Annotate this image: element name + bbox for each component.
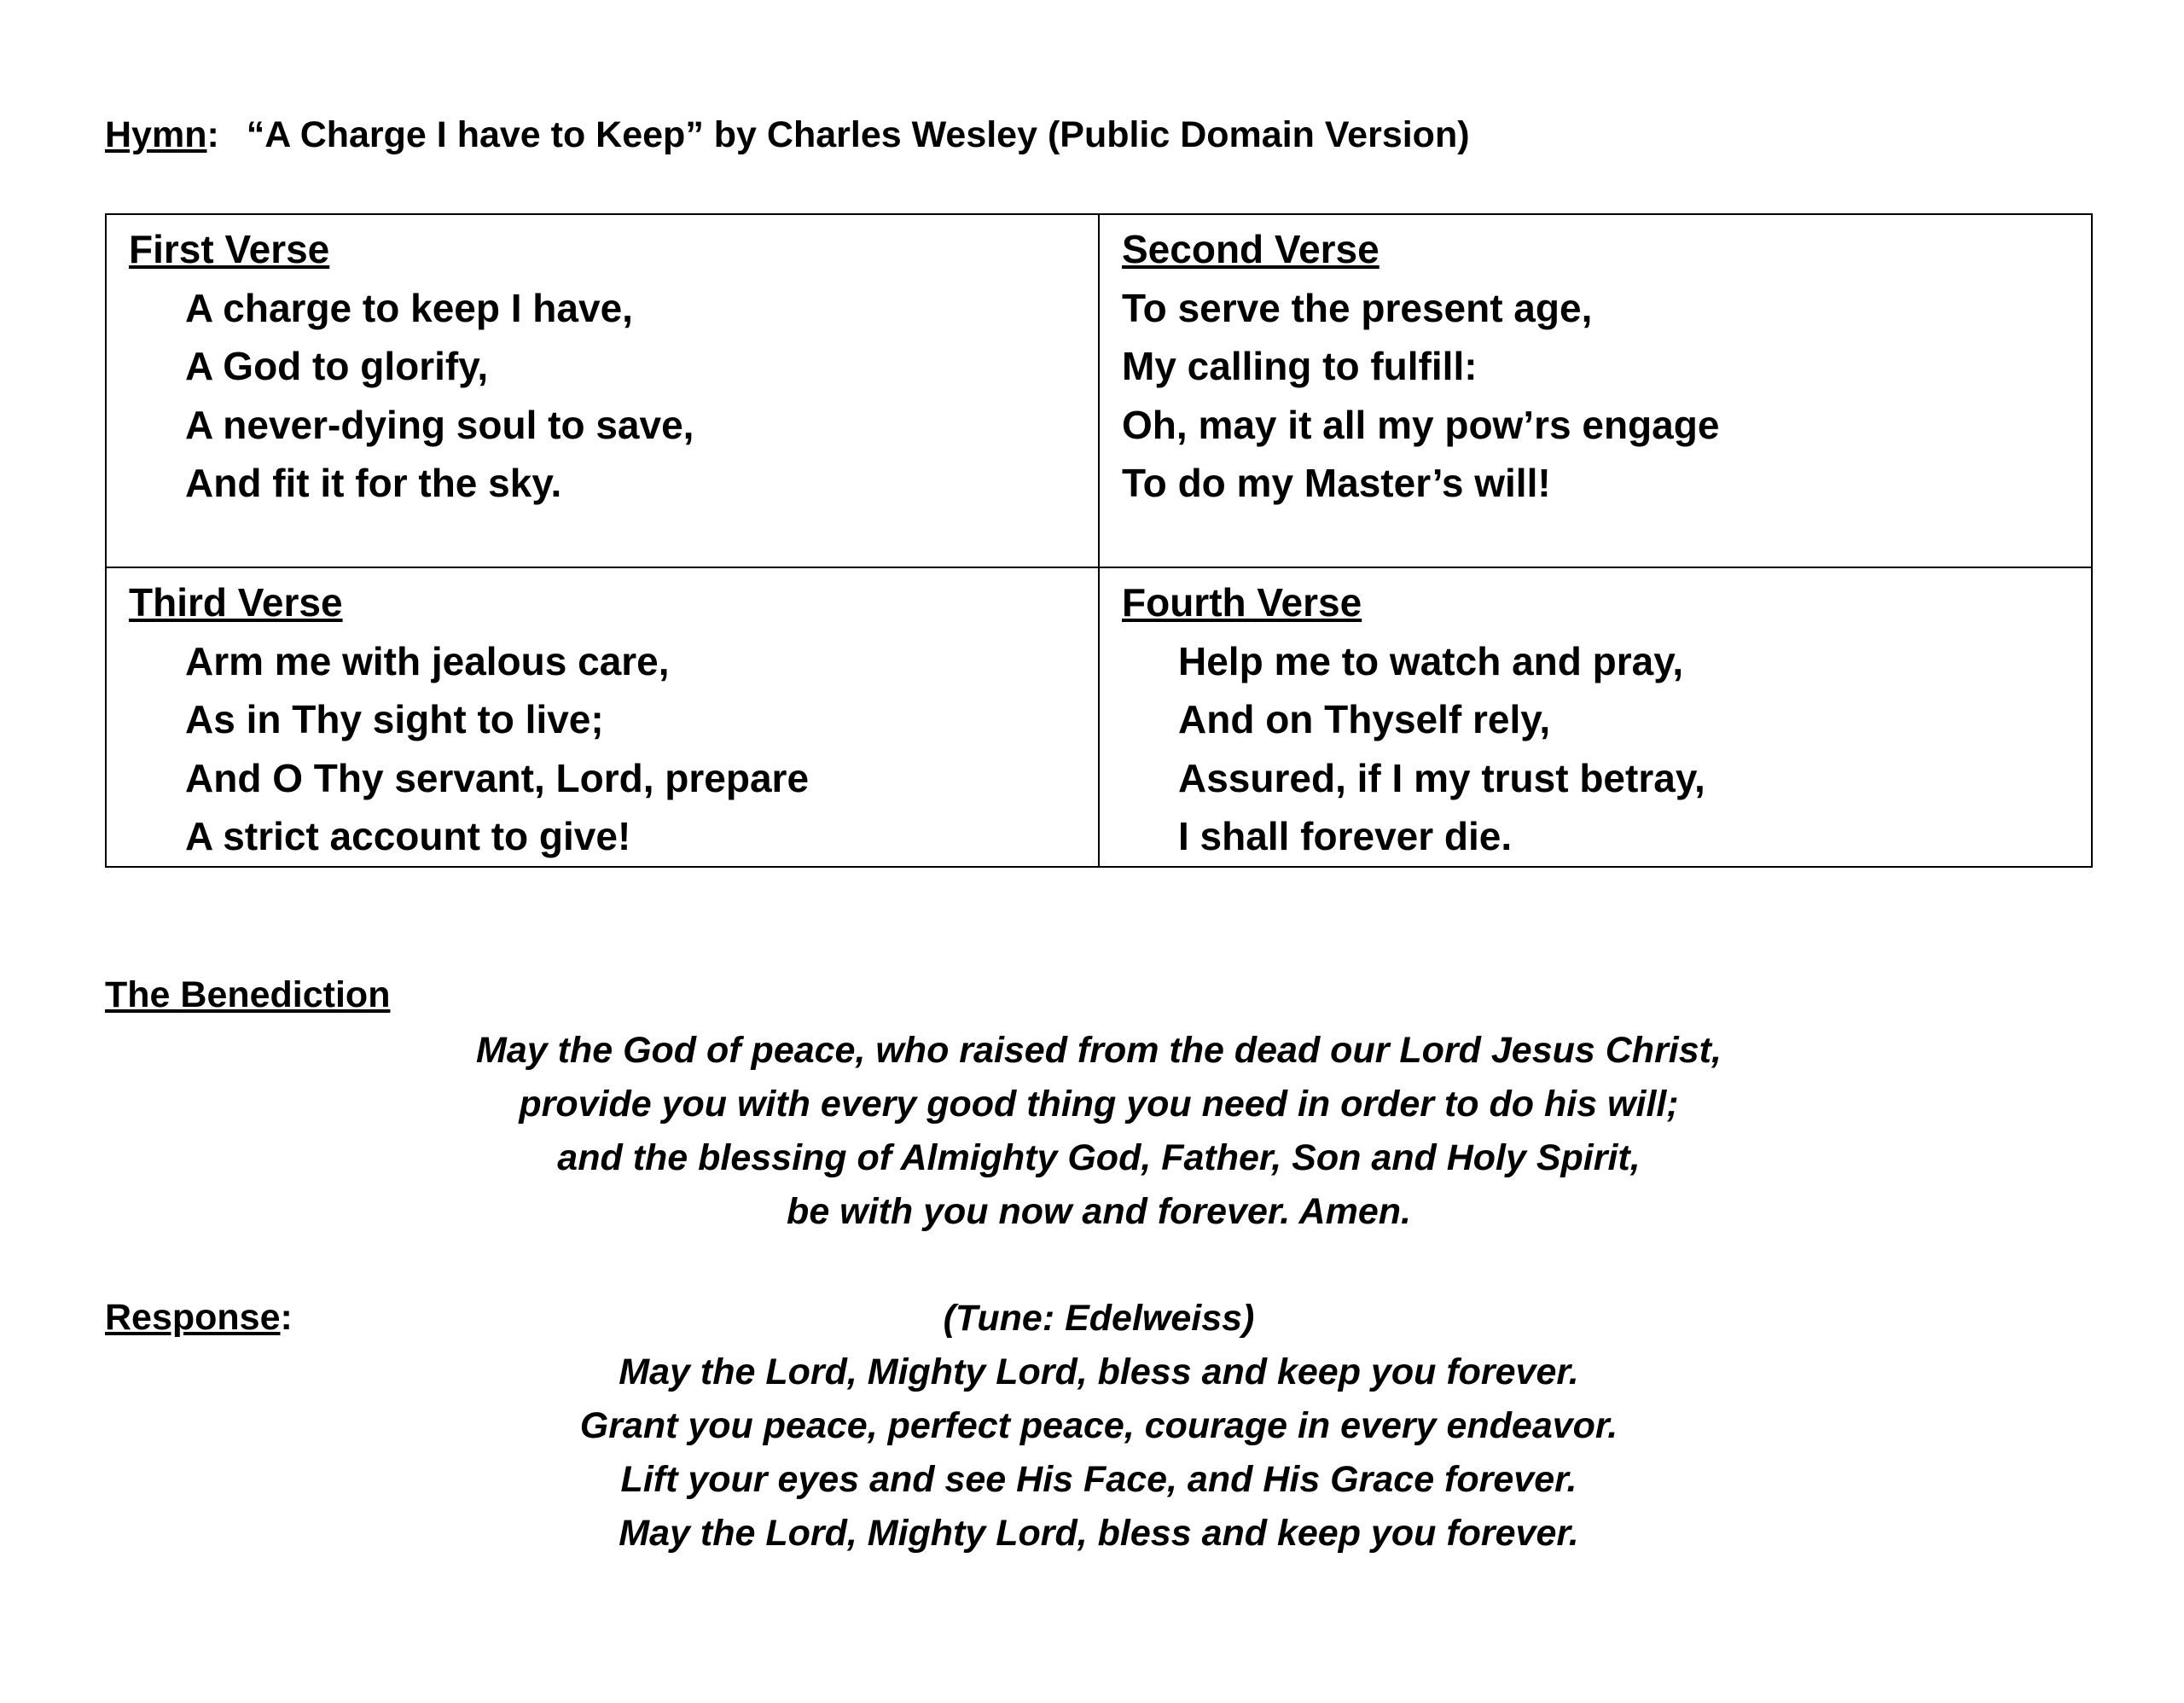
verses-row <box>106 567 2092 867</box>
verse-line: And on Thyself rely, <box>1178 697 1551 741</box>
benediction-line: be with you now and forever. Amen. <box>787 1191 1411 1232</box>
verse-line: A God to glorify, <box>185 344 489 388</box>
verse-heading: Fourth Verse <box>1122 580 1362 625</box>
verse-line: Help me to watch and pray, <box>1178 638 1684 683</box>
response-text <box>105 1292 2093 1561</box>
verse-line: My calling to fulfill: <box>1122 344 1478 388</box>
verse-cell-second <box>1099 214 2092 567</box>
response-line: Lift your eyes and see His Face, and His Grace forever. <box>620 1459 1577 1500</box>
benediction-text <box>105 1024 2093 1239</box>
response-line: Grant you peace, perfect peace, courage in every endeavor. <box>579 1405 1618 1446</box>
verse-cell-third <box>106 567 1099 867</box>
verse-line: Oh, may it all my pow’rs engage <box>1122 402 1720 447</box>
verses-row <box>106 214 2092 567</box>
verse-line: And fit it for the sky. <box>185 461 562 505</box>
response-tune: (Tune: Edelweiss) <box>943 1298 1255 1339</box>
verse-line: A never-dying soul to save, <box>185 402 694 447</box>
hymn-title-line <box>105 109 1470 160</box>
hymn-title: “A Charge I have to Keep” by Charles Wesley (Public Domain Version) <box>246 114 1470 155</box>
verse-line: Assured, if I my trust betray, <box>1178 755 1705 800</box>
verse-line: I shall forever die. <box>1178 814 1513 858</box>
verse-cell-fourth <box>1099 567 2092 867</box>
response-line: May the Lord, Mighty Lord, bless and keep you forever. <box>619 1513 1579 1554</box>
benediction-line: and the blessing of Almighty God, Father, Son and Holy Spirit, <box>557 1137 1641 1178</box>
verse-line: And O Thy servant, Lord, prepare <box>185 755 810 800</box>
benediction-heading <box>105 969 390 1020</box>
hymn-label: Hymn <box>105 114 207 155</box>
verse-line: Arm me with jealous care, <box>185 638 670 683</box>
verse-heading: Third Verse <box>129 580 343 625</box>
verse-line: To do my Master’s will! <box>1122 461 1551 505</box>
verse-heading: First Verse <box>129 227 330 271</box>
benediction-heading-label: The Benediction <box>105 974 391 1015</box>
response-heading-label: Response <box>105 1297 281 1338</box>
verse-line: To serve the present age, <box>1122 285 1593 330</box>
verse-line: As in Thy sight to live; <box>185 697 604 741</box>
benediction-line: May the God of peace, who raised from the dead our Lord Jesus Christ, <box>476 1030 1722 1071</box>
verses-table <box>105 213 2093 868</box>
verse-line: A charge to keep I have, <box>185 285 633 330</box>
verse-cell-first <box>106 214 1099 567</box>
benediction-line: provide you with every good thing you need in order to do his will; <box>519 1084 1679 1125</box>
hymn-colon: : <box>206 114 219 155</box>
response-colon: : <box>280 1297 293 1338</box>
verse-heading: Second Verse <box>1122 227 1380 271</box>
response-line: May the Lord, Mighty Lord, bless and keep you forever. <box>619 1351 1579 1392</box>
verse-line: A strict account to give! <box>185 814 631 858</box>
